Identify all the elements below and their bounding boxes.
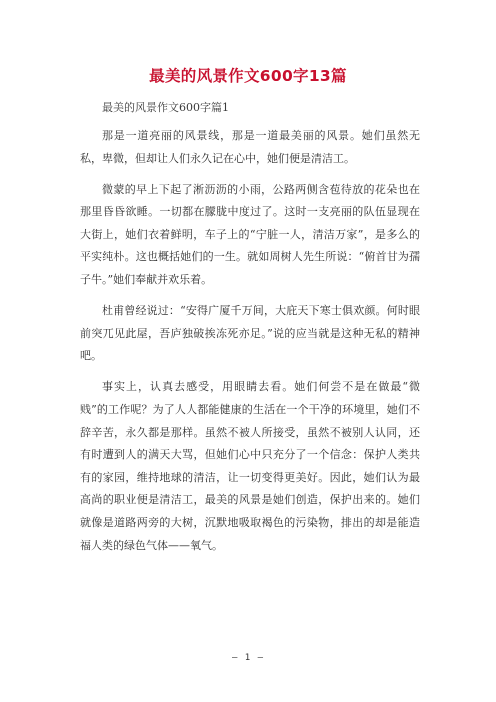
paragraph-3: 杜甫曾经说过：“安得广厦千万间，大庇天下寒士俱欢颜。何时眼前突兀见此屋，吾庐独破挨冻死亦足。”说的应当就是这种无私的精神吧。 (80, 304, 420, 363)
paragraph-4: 事实上，认真去感受，用眼睛去看。她们何尝不是在做最“微贱”的工作呢？为了人人都能健康的生活在一个干净的环境里，她们不辞辛苦，永久都是那样。虽然不被人所接受，虽然不被别人认同，还有时遭到人的满天大骂，但她们心中只充分了一个信念：保护人类共有的家园，维持地球的清洁，让一切变得更美好。因此，她们认为最高尚的职业便是清洁工，最美的风景是她们创造，保护出来的。她们就像是道路两旁的大树，沉默地吸取褐色的污染物，排出的却是能造福人类的绿色气体——氧气。 (80, 380, 420, 552)
page-number: — 1 — (231, 653, 265, 663)
document-body (80, 100, 420, 566)
paragraph-1: 那是一道亮丽的风景线，那是一道最美丽的风景。她们虽然无私，卑微，但却让人们永久记在心中，她们便是清洁工。 (80, 129, 420, 165)
document-title: 最美的风景作文600字13篇 (149, 67, 347, 85)
section-subtitle: 最美的风景作文600字篇1 (102, 101, 229, 114)
paragraph-2: 微蒙的早上下起了淅沥沥的小雨，公路两侧含苞待放的花朵也在那里昏昏欲睡。一切都在朦胧中度过了。这时一支亮丽的队伍显现在大街上，她们衣着鲜明，车子上的“宁脏一人，清洁万家”，是多么的平实纯朴。这也概括她们的一生。就如周树人先生所说：“俯首甘为孺子牛。”她们奉献并欢乐着。 (80, 182, 420, 287)
